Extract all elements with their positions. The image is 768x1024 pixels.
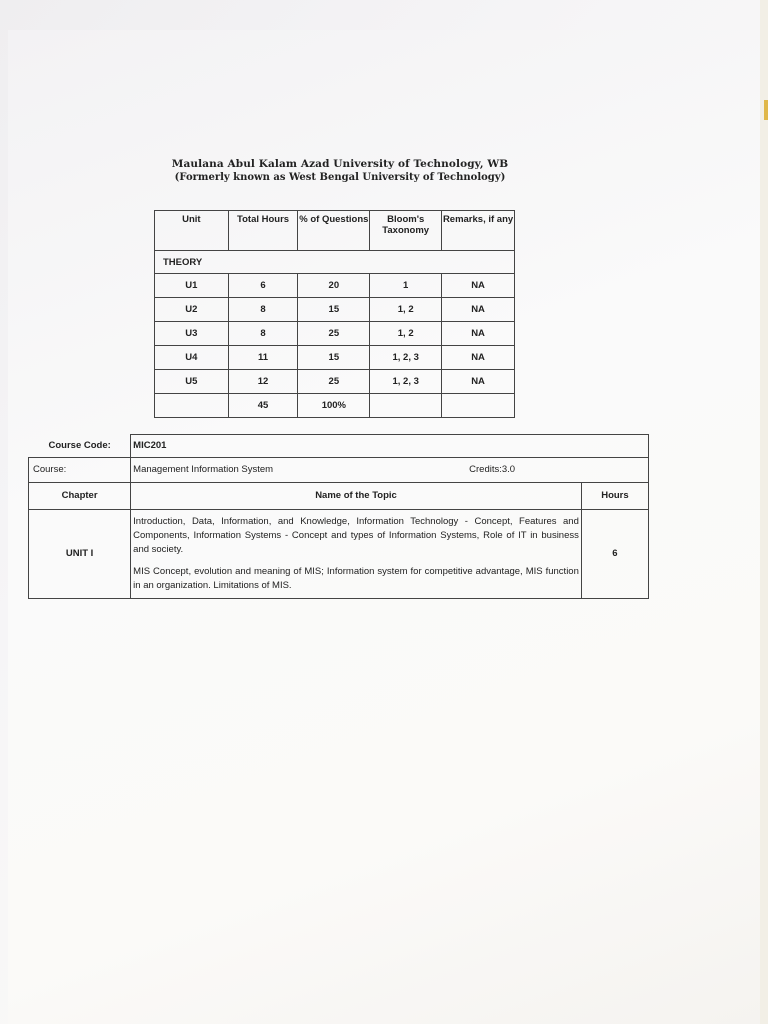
cell: 11 (228, 346, 298, 370)
cell: U4 (155, 346, 229, 370)
course-credits: Credits:3.0 (469, 463, 516, 475)
cell: NA (442, 346, 515, 370)
university-former-name: (Formerly known as West Bengal University of Technology) (174, 172, 506, 183)
cell: 25 (298, 322, 370, 346)
table-row (155, 322, 515, 346)
course-table (28, 434, 649, 599)
cell: 15 (298, 298, 370, 322)
total-row (155, 394, 515, 418)
cell: 1, 2 (370, 322, 442, 346)
cell: 1, 2, 3 (370, 370, 442, 394)
university-header (150, 158, 530, 183)
course-name-row (29, 457, 649, 482)
cell: 1, 2, 3 (370, 346, 442, 370)
col-header-unit: Unit (155, 211, 229, 251)
cell: 25 (298, 370, 370, 394)
cell: 6 (228, 274, 298, 298)
course-code-value: MIC201 (131, 435, 649, 458)
col-header-chapter: Chapter (29, 482, 131, 509)
unit-row (29, 509, 649, 598)
cell (155, 394, 229, 418)
cell: NA (442, 298, 515, 322)
topic-cell (131, 509, 582, 598)
cell: 8 (228, 298, 298, 322)
cell: 15 (298, 346, 370, 370)
table-row (155, 274, 515, 298)
university-name: Maulana Abul Kalam Azad University of Technology, WB (171, 158, 509, 170)
total-percent: 100% (298, 394, 370, 418)
cell: U5 (155, 370, 229, 394)
course-code-label: Course Code: (29, 435, 131, 458)
cell: NA (442, 274, 515, 298)
cell: U2 (155, 298, 229, 322)
cell: NA (442, 370, 515, 394)
unit-label: UNIT I (29, 509, 131, 598)
cell (442, 394, 515, 418)
total-hours: 45 (228, 394, 298, 418)
marks-distribution-table (154, 210, 515, 418)
table-row (155, 370, 515, 394)
unit-hours: 6 (581, 509, 648, 598)
col-header-total-hours: Total Hours (228, 211, 298, 251)
edge-mark (764, 100, 768, 120)
col-header-remarks: Remarks, if any (442, 211, 515, 251)
cell: 8 (228, 322, 298, 346)
cell: 1, 2 (370, 298, 442, 322)
course-code-row (29, 435, 649, 458)
col-header-percent-questions: % of Questions (298, 211, 370, 251)
cell: U3 (155, 322, 229, 346)
col-header-blooms-taxonomy: Bloom's Taxonomy (370, 211, 442, 251)
cell: U1 (155, 274, 229, 298)
col-header-hours: Hours (581, 482, 648, 509)
cell: 1 (370, 274, 442, 298)
cell: 12 (228, 370, 298, 394)
course-header-row (29, 482, 649, 509)
table-row (155, 346, 515, 370)
course-name: Management Information System (133, 464, 274, 475)
course-name-cell (131, 457, 649, 482)
section-row (155, 251, 515, 274)
course-label: Course: (29, 457, 131, 482)
page-edge (760, 0, 768, 1024)
table-header-row (155, 211, 515, 251)
topic-paragraph-2: MIS Concept, evolution and meaning of MIS; Information system for competitive advantage, MIS function in an organization. Limitations of MIS. (133, 565, 579, 591)
topic-paragraph-1: Introduction, Data, Information, and Knowledge, Information Technology - Concept, Features and Components, Information Systems - Concept and types of Information Systems, Role of IT in business and society. (133, 515, 579, 555)
section-theory: THEORY (155, 251, 515, 274)
cell (370, 394, 442, 418)
cell: NA (442, 322, 515, 346)
col-header-topic: Name of the Topic (131, 482, 582, 509)
cell: 20 (298, 274, 370, 298)
table-row (155, 298, 515, 322)
